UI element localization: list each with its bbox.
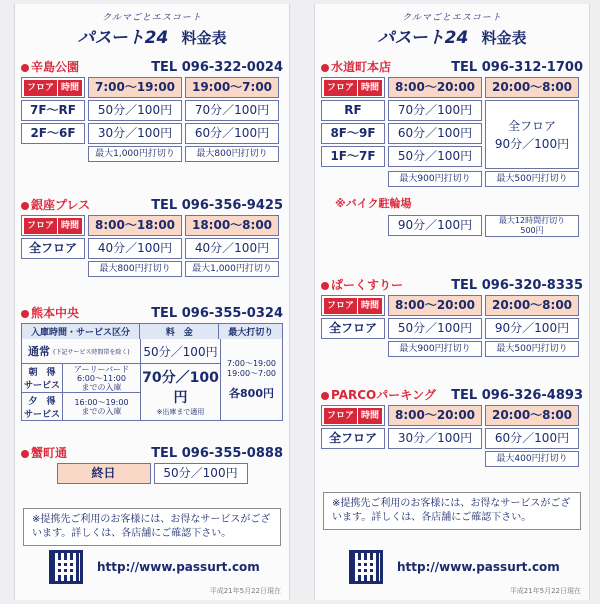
phone-number: TEL 096-356-9425	[151, 198, 283, 213]
floor_tag: フロア	[324, 80, 357, 96]
phone-number: TEL 096-322-0024	[151, 60, 283, 75]
max-cap: 最大800円打切り	[88, 261, 182, 277]
section-suido	[321, 58, 583, 237]
morning-service-time: アーリーバード 6:00～11:00 までの入庫	[62, 364, 140, 392]
brand-tagline: クルマごとエスコート	[402, 13, 502, 23]
footer	[15, 550, 289, 584]
max-cap: 最大800円打切り	[185, 146, 279, 162]
max_times: 7:00～19:00 19:00～7:00	[226, 358, 277, 378]
header-entry-time: 入庫時間・サービス区分	[22, 324, 139, 339]
price-cell: 50分／100円	[88, 100, 182, 121]
time_tag: 時間	[358, 298, 382, 314]
section-title	[321, 276, 403, 293]
price-list-title: 料金表	[181, 29, 227, 47]
section-yaemachi	[21, 444, 283, 484]
header-price: 料 金	[139, 324, 218, 339]
price-cell: 30分／100円	[88, 123, 182, 144]
right-panel	[314, 4, 590, 600]
brand-logo: パスート24	[377, 28, 469, 48]
time-column-day: 7:00～19:00	[88, 77, 182, 98]
regular_note: (下記サービス時間帯を除く)	[53, 348, 130, 356]
max-cap: 最大500円打切り	[485, 171, 579, 187]
kumamoto-rate-table	[21, 323, 283, 421]
time-column-night: 20:00～8:00	[485, 77, 579, 98]
footer	[315, 550, 589, 584]
floor_tag: フロア	[24, 218, 57, 234]
floor-time-header	[21, 77, 85, 98]
section-title	[21, 444, 67, 461]
all-floor-night-cell	[485, 100, 579, 169]
time-column-day: 8:00～20:00	[388, 295, 482, 316]
max-cap: 最大900円打切り	[388, 341, 482, 357]
bullet-icon	[321, 392, 329, 400]
max-cap-cell	[220, 339, 282, 420]
price-cell: 30分／100円	[388, 428, 482, 449]
name: 水道町本店	[331, 60, 392, 74]
max-cap: 最大1,000円打切り	[185, 261, 279, 277]
section-ginza	[21, 196, 283, 277]
bullet-icon	[321, 282, 329, 290]
floor-label: 全フロア	[321, 428, 385, 449]
brand-logo: パスート24	[77, 28, 169, 48]
phone-number: TEL 096-355-0888	[151, 446, 283, 461]
price-cell: 50分／100円	[154, 463, 248, 484]
bike-max-cap: 最大12時間打切り 500円	[485, 215, 579, 237]
price-cell: 40分／100円	[88, 238, 182, 259]
time-column-night: 19:00～7:00	[185, 77, 279, 98]
regular-label	[22, 339, 140, 363]
floor-time-header	[321, 405, 385, 426]
price-cell: 60分／100円	[485, 428, 579, 449]
name: PARCOパーキング	[331, 388, 436, 402]
spacer	[321, 451, 385, 467]
section-title	[21, 58, 79, 75]
phone-number: TEL 096-326-4893	[451, 388, 583, 403]
spacer	[321, 341, 385, 357]
price-cell: 50分／100円	[388, 146, 482, 167]
floor-label: 2F～6F	[21, 123, 85, 144]
time-column-day: 8:00～18:00	[88, 215, 182, 236]
header-max: 最大打切り	[218, 324, 282, 339]
price-cell: 60分／100円	[185, 123, 279, 144]
qr-code-icon	[349, 550, 383, 584]
spacer	[388, 451, 482, 467]
special_note: ※出庫まで適用	[156, 408, 205, 416]
max-cap: 最大1,000円打切り	[88, 146, 182, 162]
phone-number: TEL 096-355-0324	[151, 306, 283, 321]
website-url[interactable]: http://www.passurt.com	[397, 560, 560, 574]
website-url[interactable]: http://www.passurt.com	[97, 560, 260, 574]
time-column-day: 8:00～20:00	[388, 405, 482, 426]
price-cell: 70分／100円	[185, 100, 279, 121]
floor_tag: フロア	[324, 298, 357, 314]
regular-price: 50分／100円	[140, 339, 220, 363]
section-karashima	[21, 58, 283, 162]
bullet-icon	[21, 450, 29, 458]
spacer	[21, 261, 85, 277]
partner-note: ※提携先ご利用のお客様には、お得なサービスがございます。詳しくは、各店舗にご確認下さい。	[323, 492, 581, 530]
time-column-night: 20:00～8:00	[485, 405, 579, 426]
time-column-day: 8:00～20:00	[388, 77, 482, 98]
max-cap: 最大900円打切り	[388, 171, 482, 187]
floor-time-header	[21, 215, 85, 236]
floor-label: 8F～9F	[321, 123, 385, 144]
morning-service-label: 朝 得 サービス	[23, 368, 60, 391]
floor-time-header	[321, 295, 385, 316]
floor-time-header	[321, 77, 385, 98]
evening-service-label: 夕 得 サービス	[23, 396, 60, 420]
time-column-night: 20:00～8:00	[485, 295, 579, 316]
section-kumamoto-chuo	[21, 304, 283, 421]
floor-label: RF	[321, 100, 385, 121]
all-day-label: 終日	[57, 463, 151, 484]
time_tag: 時間	[358, 408, 382, 424]
price-cell: 40分／100円	[185, 238, 279, 259]
issue-date: 平成21年5月22日現在	[209, 587, 281, 595]
brand-tagline: クルマごとエスコート	[102, 13, 202, 23]
brand-header	[15, 10, 289, 48]
section-parkury	[321, 276, 583, 357]
name: 辛島公園	[31, 60, 80, 74]
section-parco	[321, 386, 583, 467]
phone-number: TEL 096-320-8335	[451, 278, 583, 293]
time_tag: 時間	[58, 80, 82, 96]
price-cell: 70分／100円	[388, 100, 482, 121]
spacer	[21, 146, 85, 162]
price-cell: 90分／100円	[485, 318, 579, 339]
bullet-icon	[21, 310, 29, 318]
section-title	[321, 386, 436, 403]
bike-price: 90分／100円	[388, 215, 482, 236]
spacer	[321, 215, 385, 237]
partner-note: ※提携先ご利用のお客様には、お得なサービスがございます。詳しくは、各店舗にご確認下さい。	[23, 508, 281, 546]
spacer	[321, 171, 385, 187]
floor_tag: フロア	[324, 408, 357, 424]
bike-parking-label: ※バイク駐輪場	[335, 197, 412, 210]
section-title	[21, 196, 90, 213]
floor-label: 全フロア	[321, 318, 385, 339]
name: 蟹町通	[31, 446, 68, 460]
special-price-cell	[140, 364, 220, 420]
max-cap: 最大500円打切り	[485, 341, 579, 357]
section-title	[321, 58, 391, 75]
price-cell: 50分／100円	[388, 318, 482, 339]
bullet-icon	[21, 202, 29, 210]
name: 銀座プレス	[31, 198, 91, 212]
time_tag: 時間	[358, 80, 382, 96]
bullet-icon	[21, 64, 29, 72]
qr-code-icon	[49, 550, 83, 584]
brand-header	[315, 10, 589, 48]
price-list-title: 料金表	[481, 29, 527, 47]
floor-label: 7F～RF	[21, 100, 85, 121]
time-column-night: 18:00～8:00	[185, 215, 279, 236]
all_floor_price: 90分／100円	[494, 136, 570, 151]
issue-date: 平成21年5月22日現在	[509, 587, 581, 595]
floor-label: 1F～7F	[321, 146, 385, 167]
section-title	[21, 304, 79, 321]
time_tag: 時間	[58, 218, 82, 234]
name: ぱーくすりー	[331, 278, 404, 292]
bullet-icon	[321, 64, 329, 72]
all_floor: 全フロア	[507, 118, 556, 133]
name: 熊本中央	[31, 306, 80, 320]
phone-number: TEL 096-312-1700	[451, 60, 583, 75]
left-panel	[14, 4, 290, 600]
special_price: 70分／100円	[142, 370, 219, 406]
evening-service-time: 16:00～19:00 までの入庫	[62, 393, 140, 420]
max-cap: 最大400円打切り	[485, 451, 579, 467]
regular: 通常	[28, 345, 50, 358]
floor-label: 全フロア	[21, 238, 85, 259]
max_value: 各800円	[229, 386, 274, 400]
price-cell: 60分／100円	[388, 123, 482, 144]
floor_tag: フロア	[24, 80, 57, 96]
